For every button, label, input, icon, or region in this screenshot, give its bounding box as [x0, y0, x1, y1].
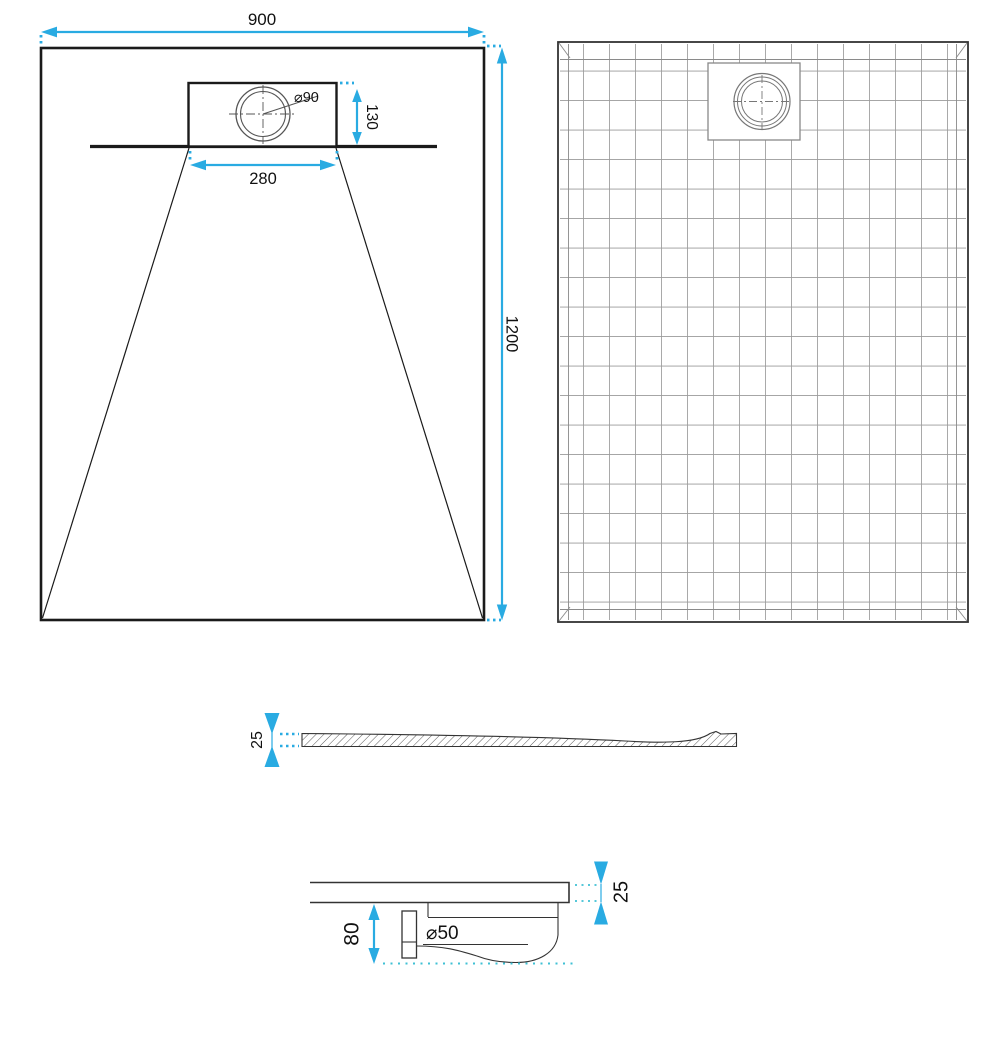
profile-view [249, 713, 736, 767]
arrowhead-right-icon [468, 27, 484, 38]
front-view [41, 10, 521, 621]
top-view [558, 42, 968, 622]
drain-box-height-label: 130 [362, 104, 380, 130]
tray-cross-section [302, 732, 737, 747]
arrowhead-up-icon [594, 902, 608, 925]
detail-view [310, 862, 632, 965]
arrowhead-down-icon [594, 862, 608, 885]
arrowhead-up-icon [368, 904, 379, 920]
arrowhead-down-icon [368, 948, 379, 964]
dim-width-900 [41, 10, 484, 47]
dim-edge-thickness-25 [575, 862, 632, 925]
trap-bowl-curve [477, 935, 558, 963]
outlet-flange [402, 911, 417, 958]
edge-thickness-label: 25 [610, 880, 633, 904]
profile-thickness-label: 25 [249, 731, 267, 749]
front-width-label: 900 [247, 10, 277, 29]
arrowhead-down-icon [265, 713, 280, 734]
tray-edge-section [310, 883, 569, 903]
trap-depth-label: 80 [340, 922, 364, 946]
drain-diameter-label: ⌀90 [294, 90, 319, 106]
dim-height-1200 [487, 46, 521, 621]
arrowhead-up-icon [497, 48, 507, 64]
front-height-label: 1200 [502, 315, 521, 353]
outlet-diameter-label: ⌀50 [426, 923, 459, 944]
outlet-pipe-curve [417, 946, 478, 956]
arrowhead-up-icon [265, 746, 280, 767]
arrowhead-down-icon [497, 605, 507, 621]
arrowhead-left-icon [41, 27, 57, 38]
dim-thickness-25 [249, 713, 299, 767]
drain-box-width-label: 280 [249, 170, 277, 188]
